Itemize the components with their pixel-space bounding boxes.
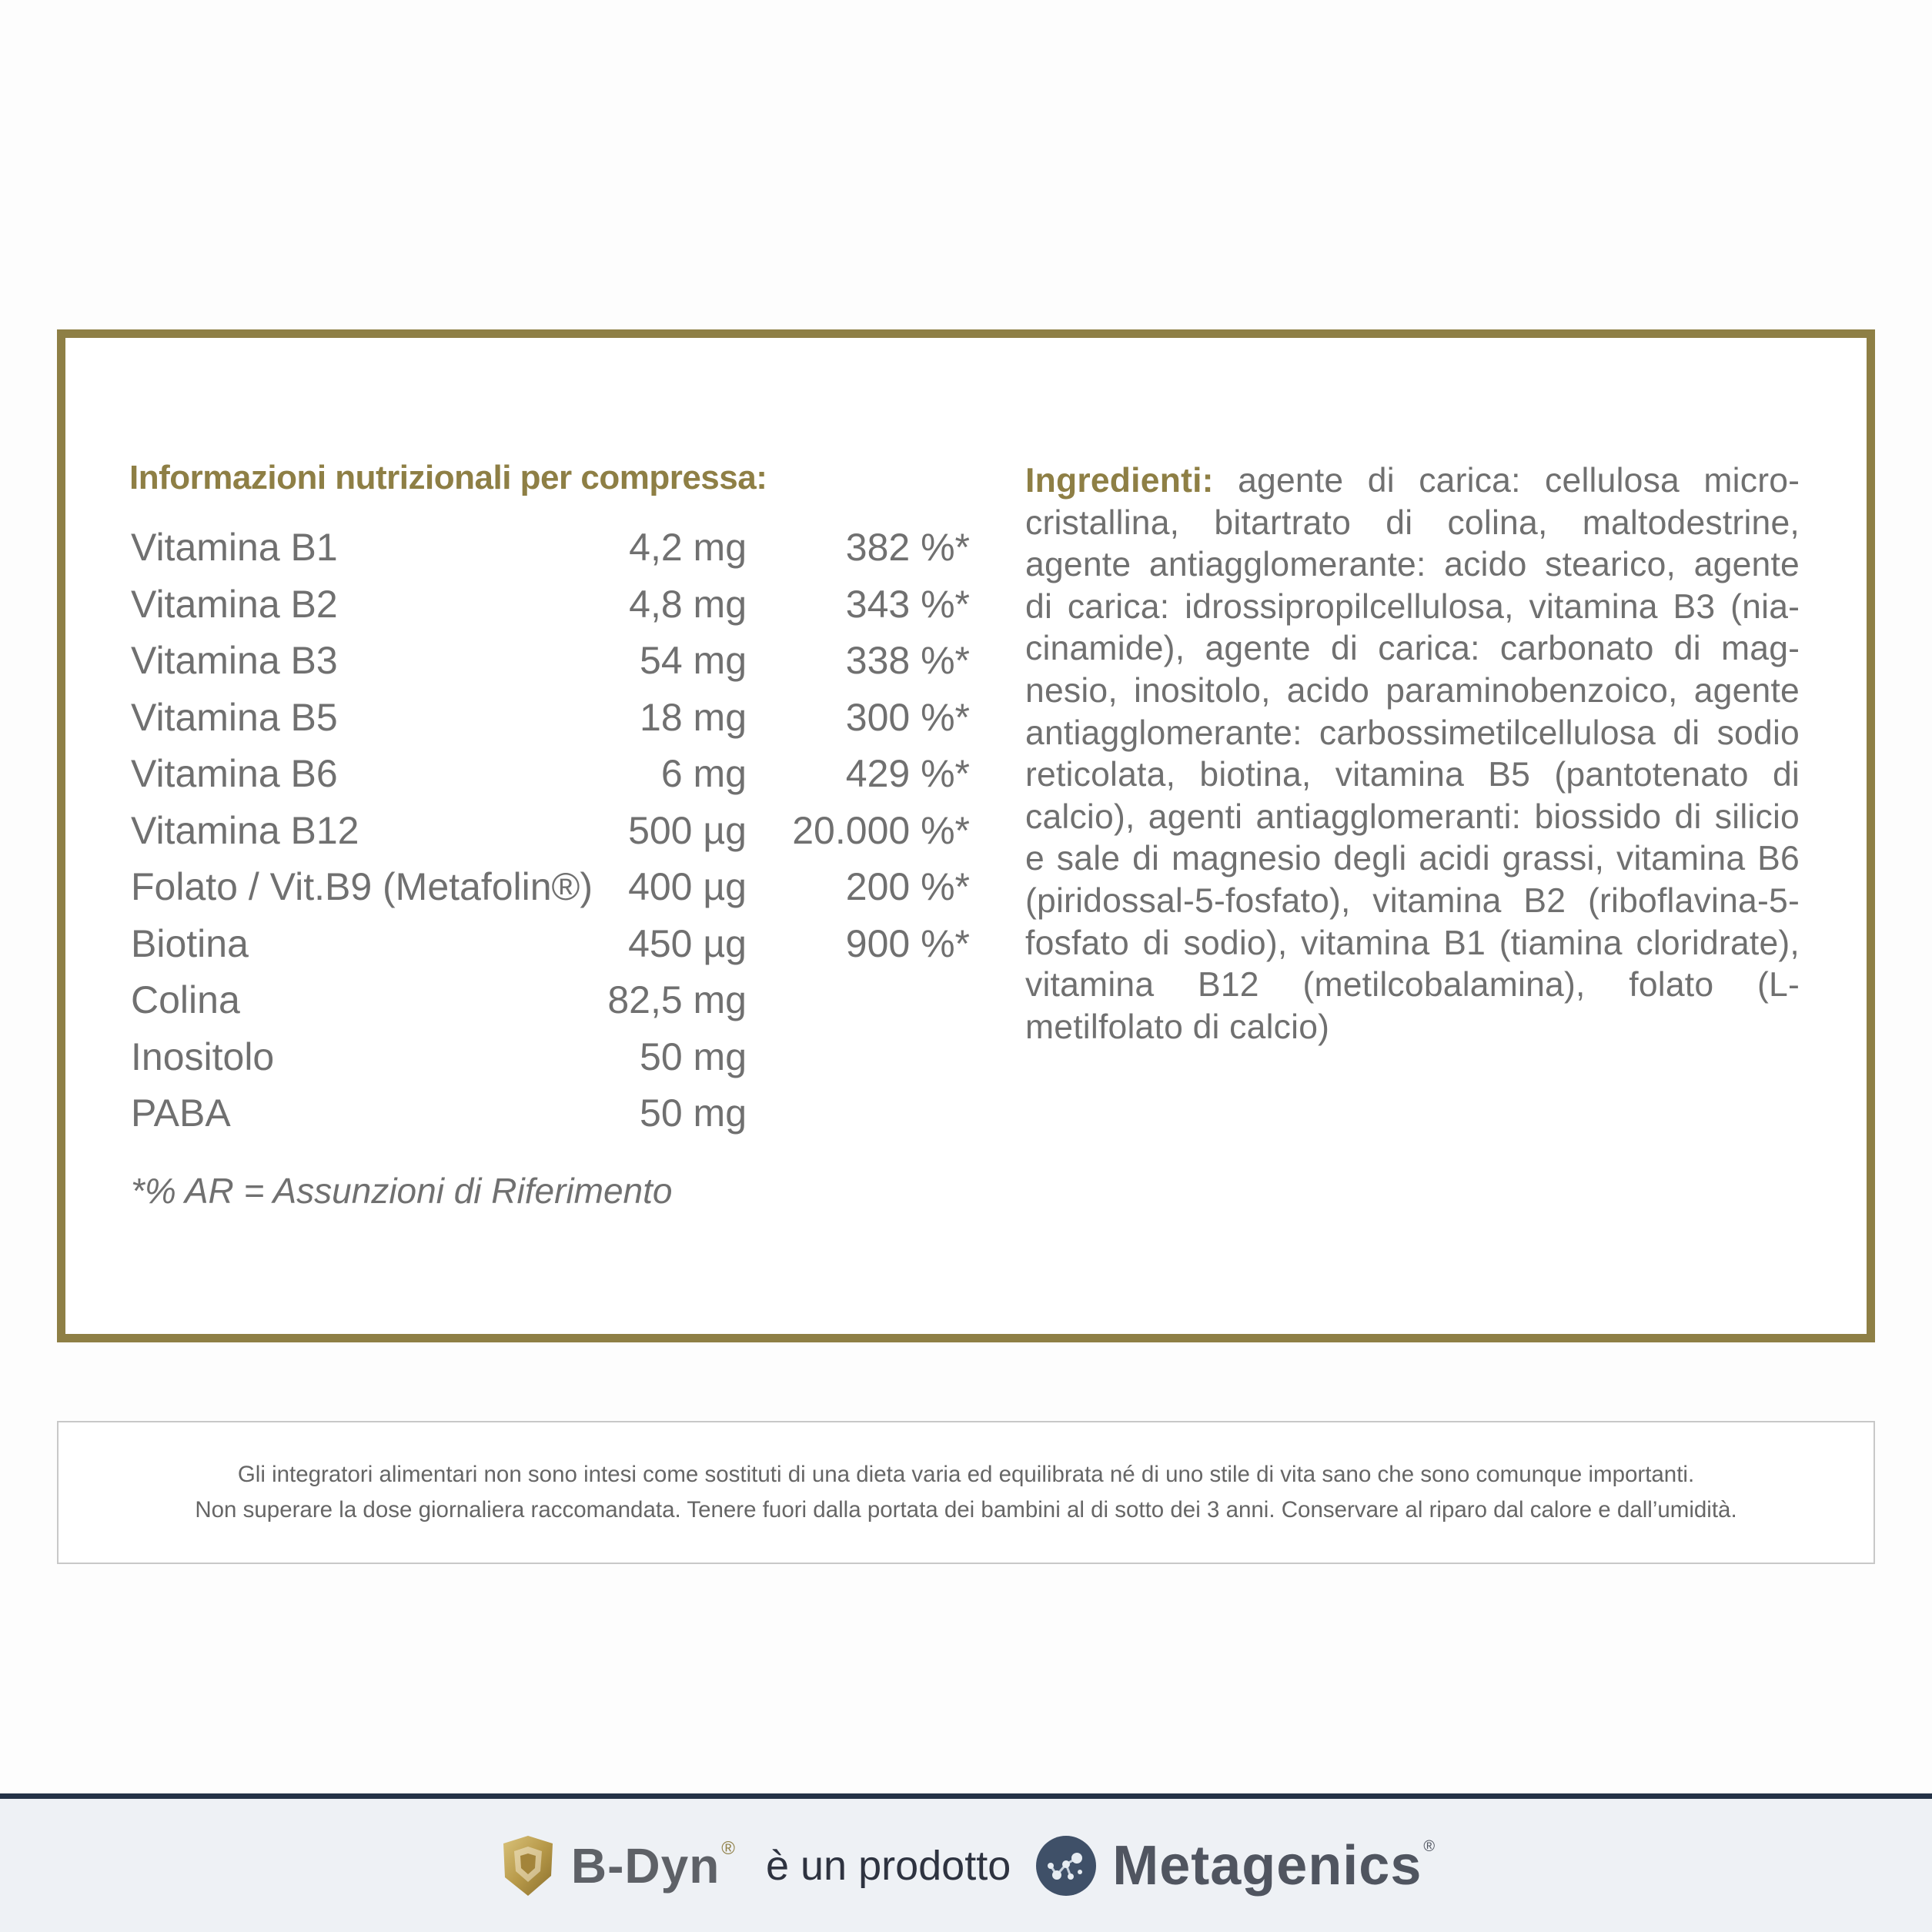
nutrient-amount: 6 mg — [660, 752, 747, 795]
nutrient-name: Vitamina B3 — [131, 639, 338, 682]
nutrient-amount: 50 mg — [640, 1035, 747, 1078]
nutrient-percent: 343 %* — [845, 582, 970, 626]
nutrient-amount: 450 µg — [628, 921, 747, 965]
nutrient-amount: 54 mg — [640, 639, 747, 682]
metagenics-brand — [1035, 1834, 1435, 1897]
bdyn-logo-icon — [497, 1833, 557, 1899]
nutrient-percent: 900 %* — [845, 921, 970, 965]
nutrition-table — [131, 525, 970, 1148]
nutrient-amount: 4,2 mg — [629, 526, 747, 569]
nutrient-amount: 500 µg — [628, 808, 747, 852]
footer-divider — [0, 1793, 1932, 1799]
nutrient-percent: 429 %* — [845, 752, 970, 795]
ingredients-paragraph — [1025, 460, 1800, 1048]
nutrition-row — [131, 525, 970, 582]
nutrient-percent: 382 %* — [845, 526, 970, 569]
nutrition-row — [131, 1035, 970, 1091]
nutrient-name: Folato / Vit.B9 (Metafolin®) — [131, 865, 593, 908]
nutrient-percent: 300 %* — [845, 695, 970, 739]
nutrient-name: Colina — [131, 978, 240, 1021]
nutrient-percent: 200 %* — [845, 865, 970, 908]
metagenics-molecule-icon — [1035, 1835, 1097, 1897]
bdyn-registered-mark: ® — [721, 1837, 735, 1859]
ingredients-label: Ingredienti: — [1025, 462, 1214, 500]
nutrient-name: Vitamina B1 — [131, 526, 338, 569]
nutrient-amount: 82,5 mg — [607, 978, 747, 1021]
warning-box — [57, 1421, 1875, 1564]
nutrient-amount: 18 mg — [640, 695, 747, 739]
nutrition-row — [131, 751, 970, 808]
nutrition-row — [131, 921, 970, 978]
nutrient-name: Vitamina B2 — [131, 582, 338, 626]
nutrition-row — [131, 638, 970, 695]
nutrient-name: Vitamina B6 — [131, 752, 338, 795]
nutrition-row — [131, 978, 970, 1035]
warning-line-1: Gli integratori alimentari non sono intesi come sostituti di una dieta varia ed equilibrata né di uno stile di vita sano che sono comunque importanti. — [237, 1462, 1695, 1487]
nutrition-row — [131, 582, 970, 639]
nutrition-title: Informazioni nutrizionali per compressa: — [129, 459, 767, 496]
nutrient-percent: 338 %* — [845, 639, 970, 682]
metagenics-brand-name: Metagenics — [1112, 1834, 1422, 1897]
bdyn-brand-name: B-Dyn — [570, 1837, 720, 1894]
nutrient-name: Inositolo — [131, 1035, 275, 1078]
nutrition-row — [131, 808, 970, 865]
b-dyn-brand — [497, 1833, 735, 1899]
nutrient-percent: 20.000 %* — [792, 808, 970, 852]
nutrition-row — [131, 695, 970, 752]
nutrient-amount: 400 µg — [628, 865, 747, 908]
nutrient-name: Biotina — [131, 921, 249, 965]
footer-connector-text: è un prodotto — [765, 1842, 1011, 1889]
nutrient-amount: 4,8 mg — [629, 582, 747, 626]
nutrient-amount: 50 mg — [640, 1091, 747, 1135]
warning-line-2: Non superare la dose giornaliera raccomandata. Tenere fuori dalla portata dei bambini al di sotto dei 3 anni. Conservare al riparo dal calore e dall’umidità. — [195, 1497, 1737, 1523]
nutrient-name: PABA — [131, 1091, 231, 1135]
nutrition-row — [131, 1091, 970, 1148]
ingredients-text: agente di carica: cellulosa microcristallina, bitartrato di colina, maltodestrine, agente antiagglomerante: acido stearico, agente di carica: idrossipropilcellulosa, vitamina B3 (niacinamide), agente di carica: carbonato di magnesio, inositolo, acido paraminobenzoico, agente antiagglomerante: carbossimetilcellulosa di sodio reticolata, biotina, vitamina B5 (pantotenato di calcio), agenti antiagglomeranti: biossido di silicio e sale di magnesio degli acidi grassi, vitamina B6 (piridossal-5-fosfato), vitamina B2 (riboflavina-5-fosfato di sodio), vitamina B1 (tiamina cloridrate), vitamina B12 (metilcobalamina), folato (L-metilfolato di calcio) — [1025, 462, 1800, 1046]
nutrient-name: Vitamina B5 — [131, 695, 338, 739]
footer-bar — [0, 1799, 1932, 1932]
nutrition-footnote: *% AR = Assunzioni di Riferimento — [131, 1171, 673, 1211]
nutrition-row — [131, 864, 970, 921]
nutrient-name: Vitamina B12 — [131, 808, 359, 852]
metagenics-registered-mark: ® — [1423, 1838, 1436, 1855]
